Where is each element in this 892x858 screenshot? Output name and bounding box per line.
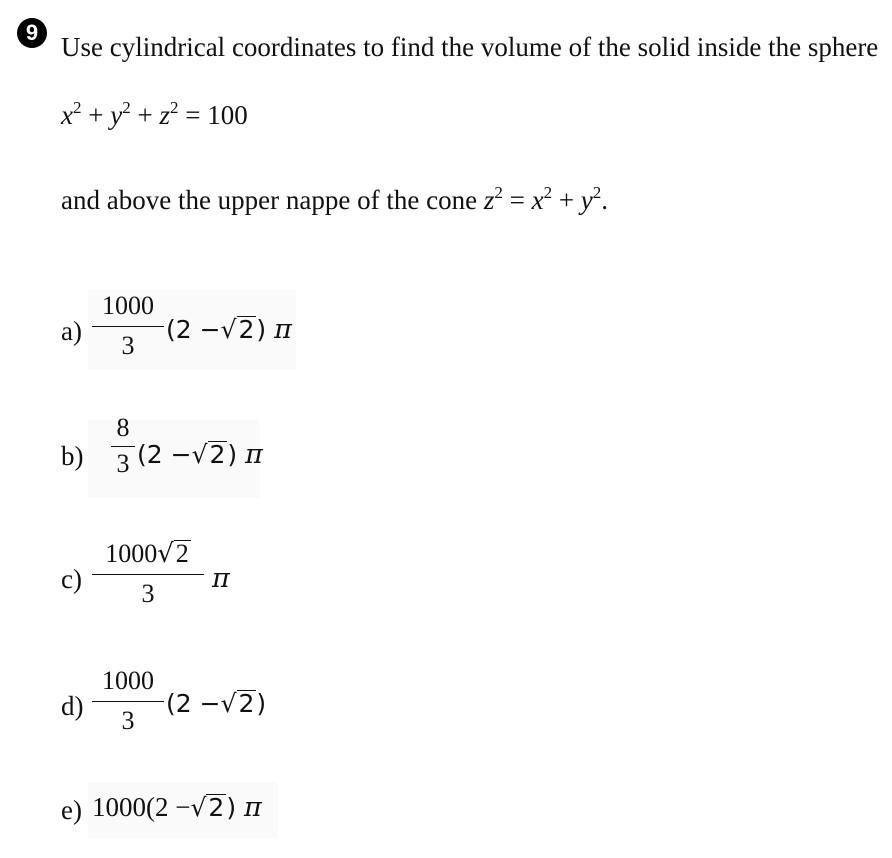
sphere-equation: $x^2 + y^2 + z^2 = 100$ [61,98,248,130]
cone-text: and above the upper nappe of the cone $z^2 = x^2 + y^2$. [61,183,609,215]
option-d-factor: (2 −√2) [166,689,267,718]
option-b-fraction: 8 3 [111,414,135,492]
pi-symbol: π [274,314,292,345]
pi-symbol: π [245,439,263,470]
option-d-label[interactable]: d) [61,691,84,721]
option-e-label[interactable]: e) [61,795,82,825]
option-c-fraction: 1000√2 3 [92,540,204,622]
option-d-fraction: 1000 3 [92,667,164,745]
option-c-pi: π [212,563,230,594]
cone-equation: $z^2 = x^2 + y^2$. [483,183,609,215]
option-a-label[interactable]: a) [61,316,82,346]
option-c-label[interactable]: c) [61,564,82,594]
option-e-expression: 1000(2 −√2) π [92,792,262,823]
option-a-fraction: 1000 3 [92,292,164,370]
option-a-factor: (2 −√2) π [166,314,292,345]
question-number-badge: 9 [17,18,47,48]
option-b-label[interactable]: b) [61,441,84,471]
question-text: Use cylindrical coordinates to find the volume of the solid inside the sphere [61,32,879,62]
option-b-factor: (2 −√2) π [137,439,263,470]
pi-symbol: π [244,792,262,823]
